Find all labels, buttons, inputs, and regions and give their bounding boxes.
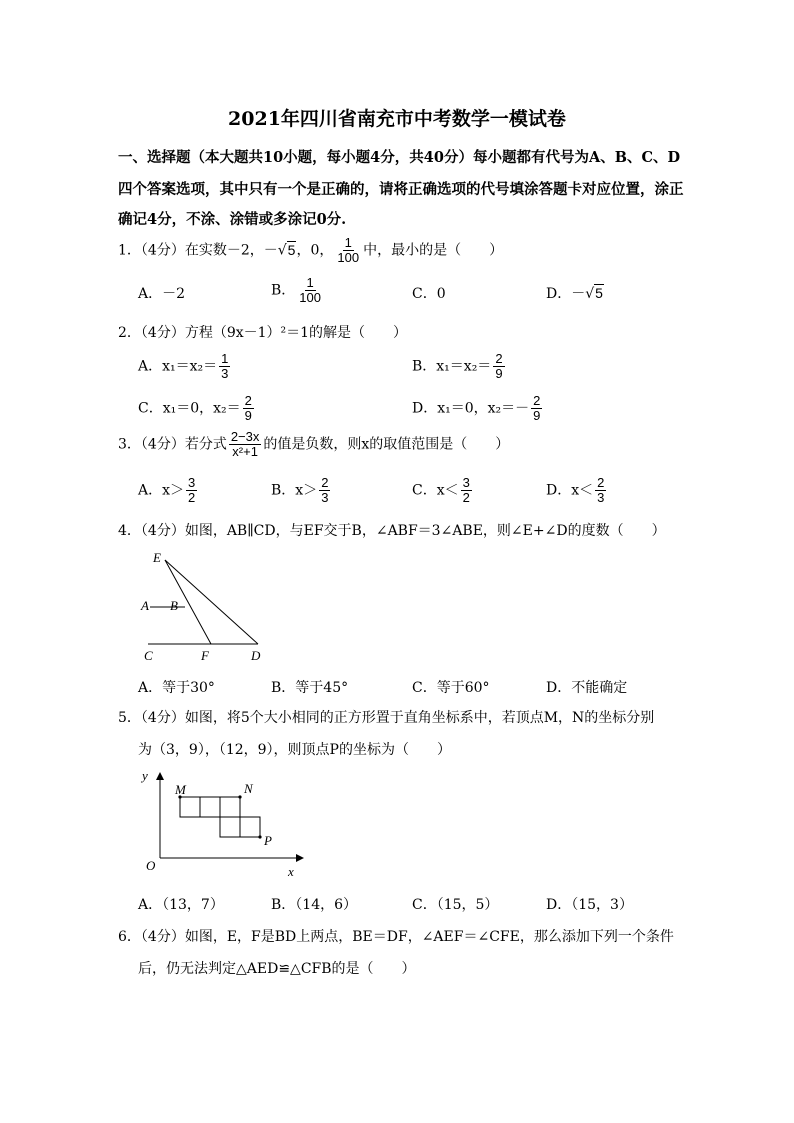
- page-title: 2021年四川省南充市中考数学一模试卷: [228, 108, 566, 130]
- q5-coordinate-figure: [138, 766, 308, 880]
- label-p: P: [264, 833, 272, 848]
- q3-option-b: B．x＞ $\frac{2}{3}$: [271, 475, 329, 505]
- question-3-stem: 3．（4分）若分式 $\frac{2-3x}{\text{x²+1}}$ 的值是负数，则x的取值范围是（ ）: [118, 429, 510, 459]
- q4-option-c: C．等于60°: [412, 680, 490, 696]
- question-6-line-1: 6．（4分）如图，E，F是BD上两点，BE＝DF，∠AEF＝∠CFE，那么添加下列一个条件: [118, 929, 674, 945]
- q4-option-b: B．等于45°: [271, 680, 349, 696]
- question-5-line-2: 为（3，9），（12，9），则顶点P的坐标为（ ）: [138, 742, 451, 758]
- label-b: B: [170, 598, 178, 613]
- q1-fraction: $\frac{1}{100}$: [337, 235, 360, 265]
- five-squares: [180, 797, 260, 837]
- q5-option-b: B．（14，6）: [271, 897, 358, 913]
- label-c: C: [144, 648, 153, 663]
- label-o: O: [146, 858, 156, 873]
- q4-geometry-figure: [138, 548, 278, 666]
- y-axis-arrow: [156, 772, 164, 780]
- point-n: [238, 795, 241, 798]
- q3-option-c: C．x＜ $\frac{3}{2}$: [412, 475, 470, 505]
- q1-option-d: D．－√5: [546, 285, 603, 302]
- q1-sqrt-radicand: 5: [287, 241, 296, 258]
- q5-option-d: D．（15，3）: [546, 897, 633, 913]
- label-d: D: [251, 648, 261, 663]
- question-2-stem: 2．（4分）方程（9x－1）²＝1的解是（ ）: [118, 325, 408, 341]
- q1-option-b: B． $\frac{1}{100}$: [271, 275, 321, 305]
- q2-option-a: A．x₁＝x₂＝ $\frac{1}{3}$: [138, 351, 229, 381]
- q4-option-d: D．不能确定: [546, 680, 628, 696]
- label-n: N: [244, 781, 253, 796]
- q3-option-d: D．x＜ $\frac{2}{3}$: [546, 475, 605, 505]
- label-x: x: [288, 864, 294, 879]
- line-ed: [165, 560, 258, 644]
- section-instructions-line-3: 确记4分，不涂、涂错或多涂记0分.: [118, 211, 347, 228]
- question-4-stem: 4．（4分）如图，AB∥CD，与EF交于B，∠ABF＝3∠ABE，则∠E+∠D的度数（ ）: [118, 523, 666, 539]
- question-5-line-1: 5．（4分）如图，将5个大小相同的正方形置于直角坐标系中，若顶点M，N的坐标分别: [118, 710, 655, 726]
- q1-option-c: C．0: [412, 286, 446, 302]
- q3-fraction: $\frac{2-3x}{\text{x²+1}}$: [230, 429, 260, 459]
- q3-option-a: A．x＞ $\frac{3}{2}$: [138, 475, 196, 505]
- q5-option-c: C．（15，5）: [412, 897, 499, 913]
- label-a: A: [141, 598, 149, 613]
- question-6-line-2: 后，仍无法判定△AED≌△CFB的是（ ）: [138, 961, 416, 977]
- label-f: F: [201, 648, 209, 663]
- label-e: E: [153, 550, 161, 565]
- question-1-stem: 1．（4分）在实数－2，－√5，0， $\frac{1}{100}$ 中，最小的是（ ）: [118, 235, 504, 265]
- label-m: M: [175, 782, 186, 797]
- point-p: [258, 835, 261, 838]
- label-y: y: [142, 768, 148, 783]
- section-instructions-line-1: 一、选择题（本大题共10小题，每小题4分，共40分）每小题都有代号为A、B、C、D: [118, 149, 681, 166]
- q5-option-a: A．（13，7）: [138, 897, 224, 913]
- q4-option-a: A．等于30°: [138, 680, 215, 696]
- q1-option-a: A．－2: [138, 286, 186, 302]
- section-instructions-line-2: 四个答案选项，其中只有一个是正确的，请将正确选项的代号填涂答题卡对应位置，涂正: [118, 181, 684, 198]
- q2-option-c: C．x₁＝0，x₂＝ $\frac{2}{9}$: [138, 393, 252, 423]
- q2-option-b: B．x₁＝x₂＝ $\frac{2}{9}$: [412, 351, 503, 381]
- q2-option-d: D．x₁＝0，x₂＝－ $\frac{2}{9}$: [412, 393, 541, 423]
- x-axis-arrow: [296, 854, 304, 862]
